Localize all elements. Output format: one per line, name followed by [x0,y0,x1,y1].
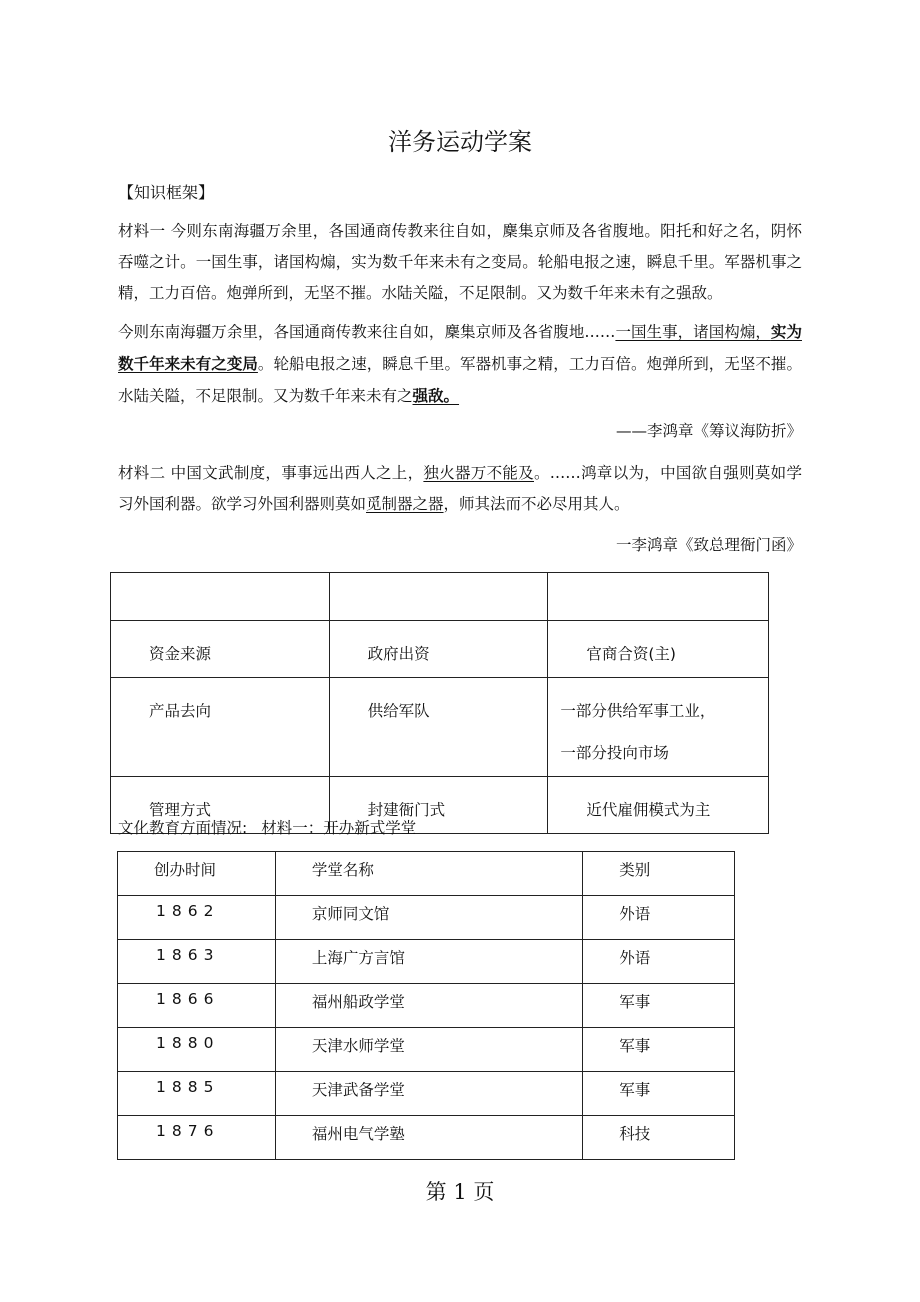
material1-annotated-paragraph [118,316,802,412]
table-cell: 天津水师学堂 [275,1028,582,1072]
table-cell: 管理方式 [111,777,330,834]
table-cell: 1862 [118,896,276,940]
material2-underline-2: 觅制器之器 [366,495,444,513]
table-cell: 科技 [583,1116,735,1160]
table-cell: 1885 [118,1072,276,1116]
table-cell: 外语 [583,940,735,984]
table-row [118,1072,735,1116]
table-row [111,573,769,621]
table-cell: 一部分供给军事工业， 一部分投向市场 [548,678,769,777]
material1-bold-enemy: 强敌。 [412,386,460,405]
table-header-cell: 创办时间 [118,852,276,896]
table-cell: 产品去向 [111,678,330,777]
material1-paragraph: 材料一 今则东南海疆万余里，各国通商传教来往自如，麇集京师及各省腹地。阳托和好之名，阴怀吞噬之计。一国生事，诸国构煽，实为数千年来未有之变局。轮船电报之速，瞬息千里。军器机事之精，工力百倍。炮弹所到，无坚不摧。水陆关隘，不足限制。又为数千年来未有之强敌。 [118,222,802,302]
table-row [118,1116,735,1160]
table-cell: 福州电气学塾 [275,1116,582,1160]
comparison-table [110,572,769,834]
education-label: 文化教育方面情况: [118,819,248,837]
table-cell: 官商合资(主) [548,621,769,678]
table-cell: 近代雇佣模式为主 [548,777,769,834]
page-number: 第 1 页 [425,1180,495,1204]
table-header-cell: 学堂名称 [275,852,582,896]
table-cell: 上海广方言馆 [275,940,582,984]
education-line [118,816,430,838]
material2-citation: 一李鸿章《致总理衙门函》 [615,536,802,554]
table-row [118,896,735,940]
table-cell: 供给军队 [329,678,548,777]
section-heading: 【知识框架】 [118,183,215,202]
table-cell: 1876 [118,1116,276,1160]
material1-bold-underline: 实为数千年来未有之变局 [118,322,802,373]
table-cell: 政府出资 [329,621,548,678]
table-cell: 1866 [118,984,276,1028]
table-cell: 福州船政学堂 [275,984,582,1028]
material1-repeat-text-2: 。轮船电报之速，瞬息千里。军器机事之精，工力百倍。炮弹所到，无坚不摧。水陆关隘，不足限制。又为数千年来未有之 [118,355,802,405]
material1-repeat-text: 今则东南海疆万余里，各国通商传教来往自如，麇集京师及各省腹地…… [118,323,616,341]
table-cell [329,573,548,621]
material2-text-2: 。……鸿章以为，中国欲自强则莫如学习外国利器。欲学习外国利器则莫如 [118,464,802,513]
material1-citation: ——李鸿章《筹议海防折》 [615,422,802,440]
table-cell: 1863 [118,940,276,984]
table-cell: 天津武备学堂 [275,1072,582,1116]
table-cell: 军事 [583,1072,735,1116]
schools-table [117,851,735,1160]
table-row [111,621,769,678]
table-cell [111,573,330,621]
material1-underline: 一国生事，诸国构煽， [615,323,771,341]
table-cell: 封建衙门式 [329,777,548,834]
table-row [118,1028,735,1072]
table-cell: 军事 [583,984,735,1028]
table-cell: 京师同文馆 [275,896,582,940]
table-cell: 外语 [583,896,735,940]
table-row [118,940,735,984]
table-header-cell: 类别 [583,852,735,896]
page-title: 洋务运动学案 [388,128,532,156]
table-header-row [118,852,735,896]
table-row [111,678,769,777]
table-cell-extra-line: 一部分投向市场 [560,744,669,762]
education-material: 材料一：开办新式学堂 [261,819,417,837]
table-cell [548,573,769,621]
material2-underline-1: 独火器万不能及 [423,464,534,482]
table-row [118,984,735,1028]
material2-text-3: ，师其法而不必尽用其人。 [443,495,630,513]
table-cell: 军事 [583,1028,735,1072]
material2-paragraph [118,458,802,520]
table-cell: 资金来源 [111,621,330,678]
material2-text-1: 材料二 中国文武制度，事事远出西人之上， [118,464,424,482]
table-cell: 1880 [118,1028,276,1072]
